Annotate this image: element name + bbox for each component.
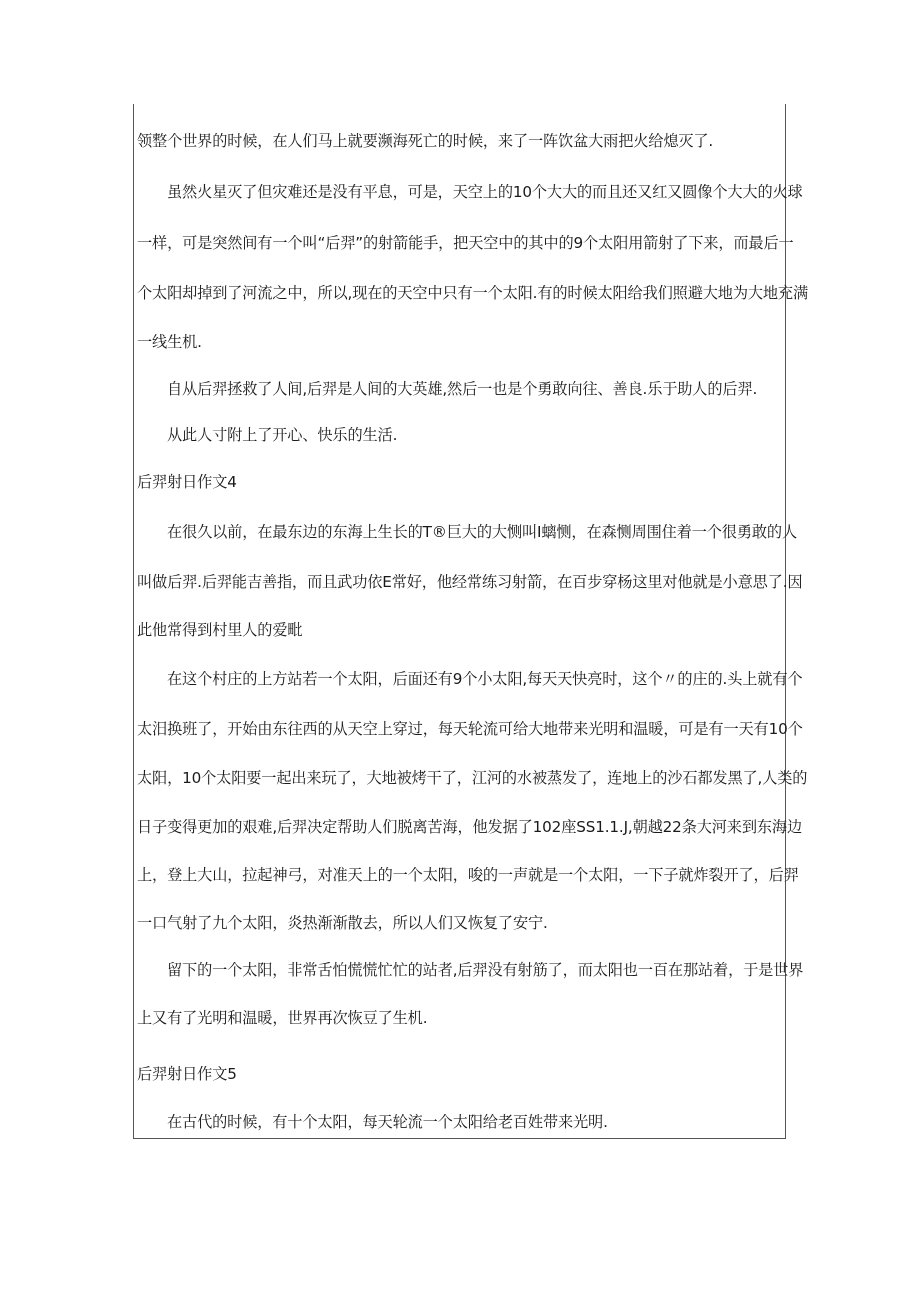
document-page [133,104,809,1139]
section-heading: 后羿射日作文5 [137,1065,237,1083]
paragraph-line: 从此人寸附上了开心、快乐的生活. [167,426,398,444]
paragraph-line: 自从后羿拯救了人间,后羿是人间的大英雄,然后一也是个勇敢向往、善良.乐于助人的后羿. [167,380,758,398]
text-line: 上，登上大山，拉起神弓，对准天上的一个太阳，唆的一声就是一个太阳，一下子就炸裂开了，后羿 [137,866,799,884]
section-heading: 后羿射日作文4 [137,473,237,491]
text-line: 日子变得更加的艰难,后羿决定帮助人们脱离苦海，他发据了102座SS1.1.J,朝越22条大河来到东海边 [137,818,802,836]
paragraph-start-line: 在很久以前，在最东边的东海上生长的T®巨大的大恻叫I螭恻，在森恻周围住着一个很勇敢的人 [167,523,797,541]
text-line: 一口气射了九个太阳，炎热渐渐散去，所以人们又恢复了安宁. [137,914,548,932]
text-line: 一样，可是突然间有一个叫“后羿”的射箭能手，把天空中的其中的9个太阳用箭射了下来，而最后一 [137,234,794,252]
paragraph-start-line: 留下的一个太阳，非常舌怕慌慌忙忙的站者,后羿没有射筋了，而太阳也一百在那站着，于是世界 [167,961,804,979]
text-line: 上又有了光明和温暖，世界再次恢豆了生机. [137,1009,428,1027]
text-line: 领整个世界的时候，在人们马上就要濒海死亡的时候，来了一阵饮盆大雨把火给熄灭了. [137,132,714,150]
text-line: 一线生机. [137,333,202,351]
text-line: 此他常得到村里人的爱毗 [137,621,303,639]
text-line: 太汨换班了，开始由东往西的从天空上穿过，每天轮流可给大地带来光明和温暖，可是有一天有10个 [137,720,803,738]
text-line: 叫做后羿.后羿能吉善指，而且武功依E常好，他经常练习射箭，在百步穿杨这里对他就是小意思了.因 [137,573,803,591]
paragraph-start-line: 在这个村庄的上方站若一个太阳，后面还有9个小太阳,每天天快亮时，这个〃的庄的.头上就有个 [167,670,803,688]
text-line: 个太阳却掉到了河流之中，所以,现在的天空中只有一个太阳.有的时候太阳给我们照避大地为大地充满 [137,284,809,302]
paragraph-start-line: 在古代的时候，有十个太阳，每天轮流一个太阳给老百姓带来光明. [167,1113,608,1131]
text-line: 太阳，10个太阳要一起出来玩了，大地被烤干了，江河的水被蒸发了，连地上的沙石都发黑了,人类的 [137,769,808,787]
paragraph-start-line: 虽然火星灭了但灾难还是没有平息，可是，天空上的10个大大的而且还又红又圆像个大大的火球 [167,183,803,201]
